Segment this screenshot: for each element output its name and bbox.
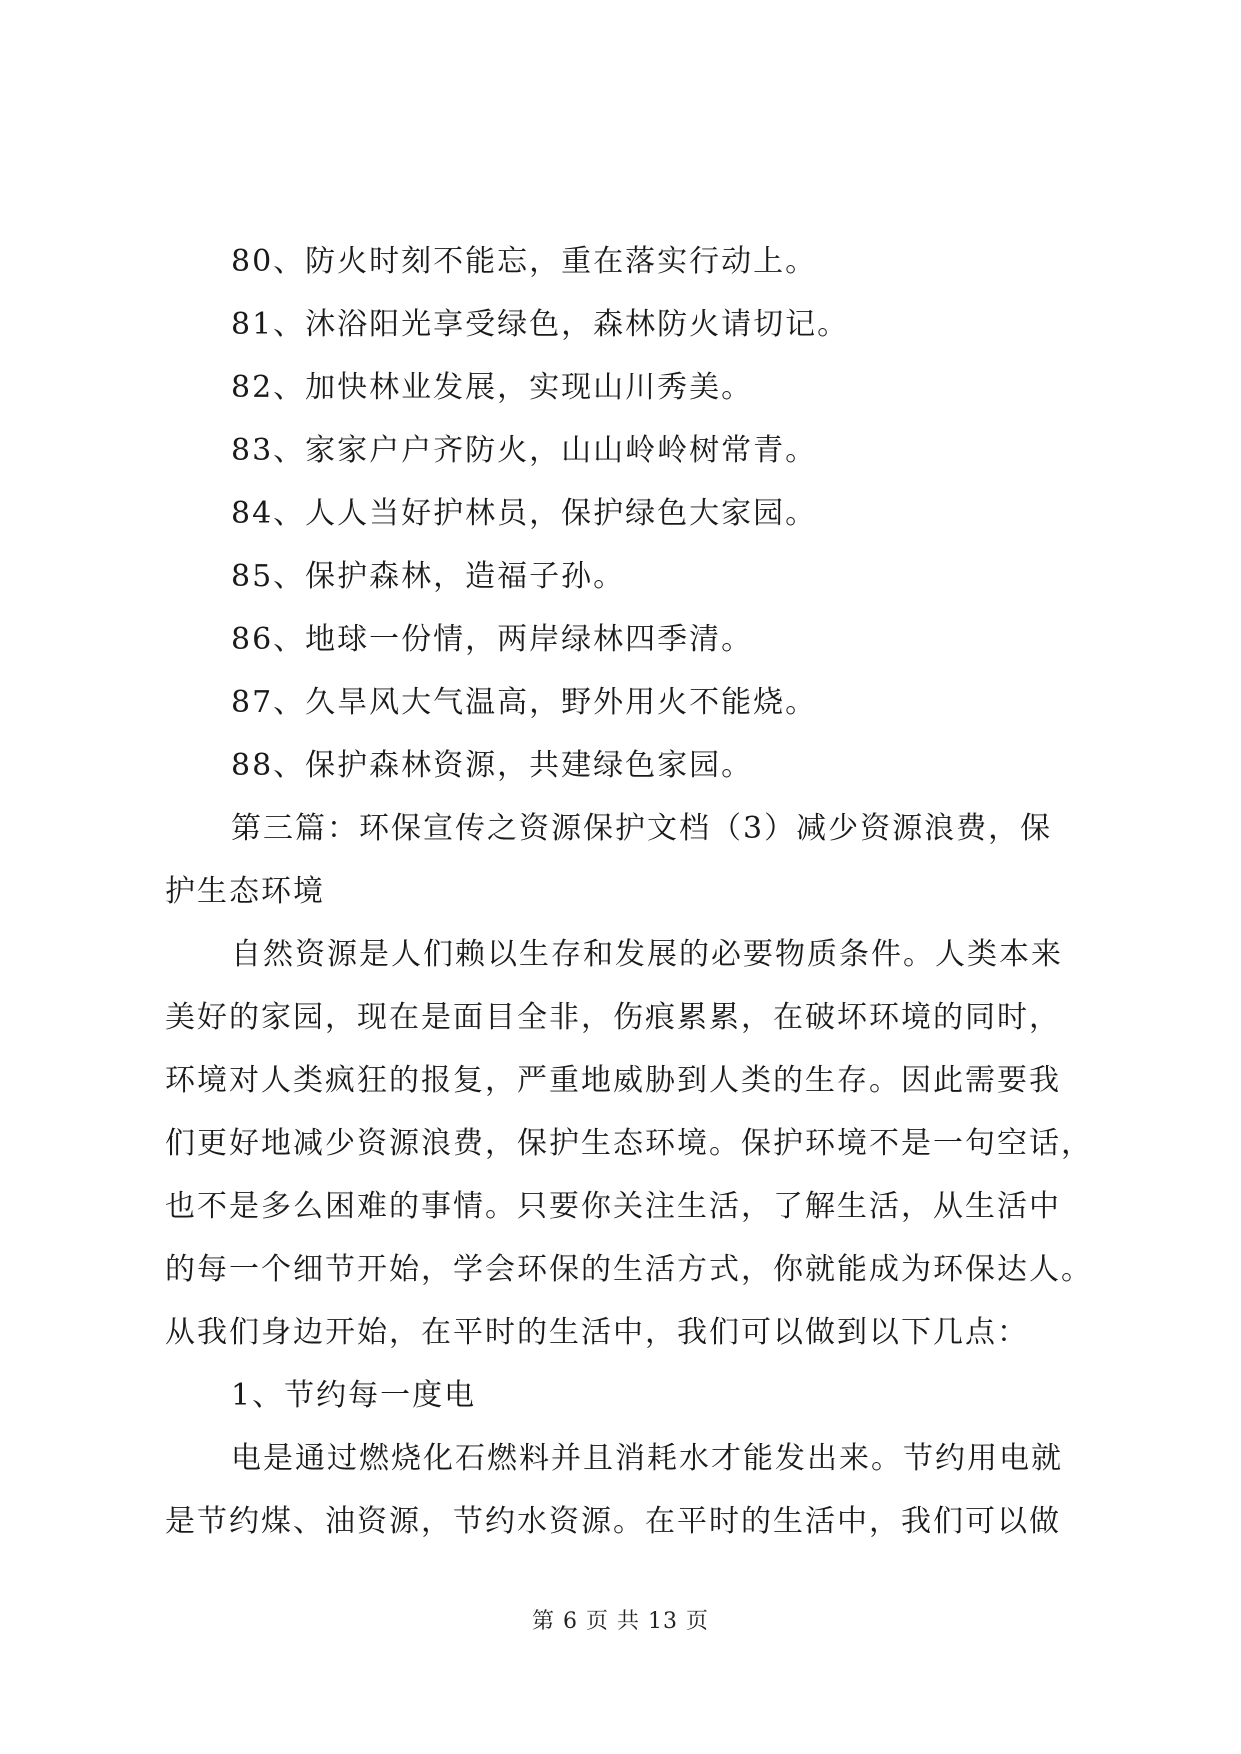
paragraph-line: 美好的家园，现在是面目全非，伤痕累累，在破坏环境的同时，	[165, 1000, 1061, 1035]
paragraph-line: 电是通过燃烧化石燃料并且消耗水才能发出来。节约用电就	[231, 1441, 1063, 1476]
document-body	[165, 230, 1093, 1553]
slogan-line: 87、久旱风大气温高，野外用火不能烧。	[231, 685, 818, 720]
paragraph-line: 环境对人类疯狂的报复，严重地威胁到人类的生存。因此需要我	[165, 1063, 1061, 1098]
slogan-line: 86、地球一份情，两岸绿林四季清。	[231, 622, 754, 657]
slogan-line: 81、沐浴阳光享受绿色，森林防火请切记。	[231, 307, 850, 342]
slogan-line: 88、保护森林资源，共建绿色家园。	[231, 748, 754, 783]
paragraph-line: 从我们身边开始，在平时的生活中，我们可以做到以下几点：	[165, 1315, 1029, 1350]
section-heading-line-1: 第三篇：环保宣传之资源保护文档（3）减少资源浪费，保	[231, 811, 1053, 846]
paragraph-line: 是节约煤、油资源，节约水资源。在平时的生活中，我们可以做	[165, 1504, 1061, 1539]
paragraph-line: 也不是多么困难的事情。只要你关注生活，了解生活，从生活中	[165, 1189, 1061, 1224]
slogan-line: 83、家家户户齐防火，山山岭岭树常青。	[231, 433, 818, 468]
slogan-line: 82、加快林业发展，实现山川秀美。	[231, 370, 754, 405]
section-heading-line-2: 护生态环境	[165, 874, 325, 909]
slogan-line: 80、防火时刻不能忘，重在落实行动上。	[231, 244, 818, 279]
paragraph-line: 自然资源是人们赖以生存和发展的必要物质条件。人类本来	[231, 937, 1063, 972]
slogan-line: 85、保护森林，造福子孙。	[231, 559, 626, 594]
paragraph-line: 们更好地减少资源浪费，保护生态环境。保护环境不是一句空话，	[165, 1126, 1093, 1161]
subheading: 1、节约每一度电	[231, 1378, 477, 1413]
slogan-line: 84、人人当好护林员，保护绿色大家园。	[231, 496, 818, 531]
page-number-footer: 第 6 页 共 13 页	[532, 1609, 709, 1634]
paragraph-line: 的每一个细节开始，学会环保的生活方式，你就能成为环保达人。	[165, 1252, 1093, 1287]
